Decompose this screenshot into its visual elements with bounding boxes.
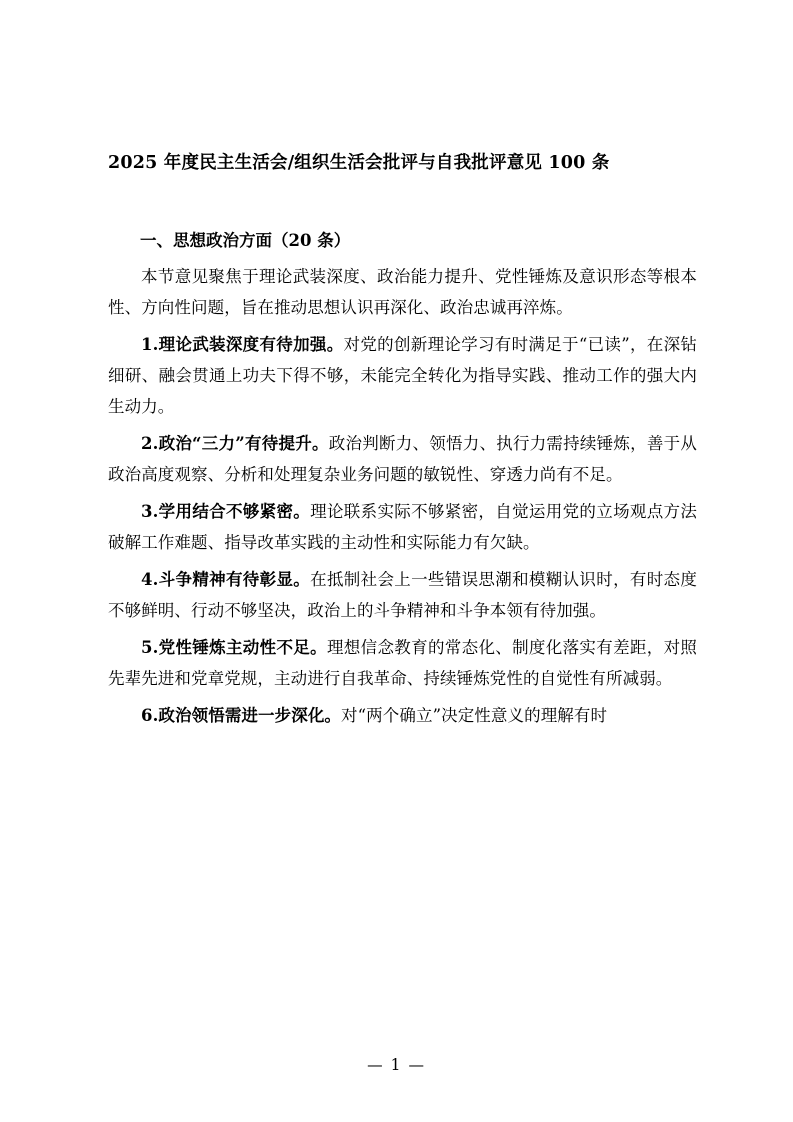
page-number: [0, 1056, 793, 1074]
page-title: 2025 年度民主生活会/组织生活会批评与自我批评意见 100 条: [108, 153, 610, 173]
list-item: [108, 564, 697, 626]
list-item: [108, 428, 697, 490]
section-heading: 一、思想政治方面（20 条）: [140, 231, 351, 251]
list-item: [108, 329, 697, 422]
list-item: [108, 632, 697, 694]
list-item-lead: 3.学用结合不够紧密。: [141, 501, 311, 521]
intro-paragraph: 本节意见聚焦于理论武装深度、政治能力提升、党性锤炼及意识形态等根本性、方向性问题，旨在推动思想认识再深化、政治忠诚再淬炼。: [108, 266, 697, 317]
list-item-text: 理论联系实际不够紧密，自觉运用党的立场观点方法破解工作难题、指导改革实践的主动性和实际能力有欠缺。: [108, 501, 697, 552]
list-item-lead: 1.理论武装深度有待加强。: [141, 334, 344, 354]
list-item-text: 对党的创新理论学习有时满足于“已读”，在深钻细研、融会贯通上功夫下得不够，未能完全转化为指导实践、推动工作的强大内生动力。: [108, 334, 697, 416]
list-item-lead: 4.斗争精神有待彰显。: [141, 569, 311, 589]
list-item: [108, 496, 697, 558]
list-item-text: 理想信念教育的常态化、制度化落实有差距，对照先辈先进和党章党规，主动进行自我革命、持续锤炼党性的自觉性有所减弱。: [108, 637, 697, 688]
list-item-lead: 2.政治“三力”有待提升。: [141, 433, 329, 453]
list-item-lead: 6.政治领悟需进一步深化。: [141, 705, 342, 725]
list-item: [108, 700, 697, 731]
list-item-lead: 5.党性锤炼主动性不足。: [141, 637, 327, 657]
list-item-text: 对“两个确立”决定性意义的理解有时: [341, 705, 608, 725]
page-number-value: 1: [390, 1056, 403, 1074]
list-item-text: 政治判断力、领悟力、执行力需持续锤炼，善于从政治高度观察、分析和处理复杂业务问题的敏锐性、穿透力尚有不足。: [108, 433, 697, 484]
page-number-dash-right: —: [408, 1056, 426, 1074]
list-item-text: 在抵制社会上一些错误思潮和模糊认识时，有时态度不够鲜明、行动不够坚决，政治上的斗争精神和斗争本领有待加强。: [108, 569, 697, 620]
page-number-dash-left: —: [367, 1056, 385, 1074]
